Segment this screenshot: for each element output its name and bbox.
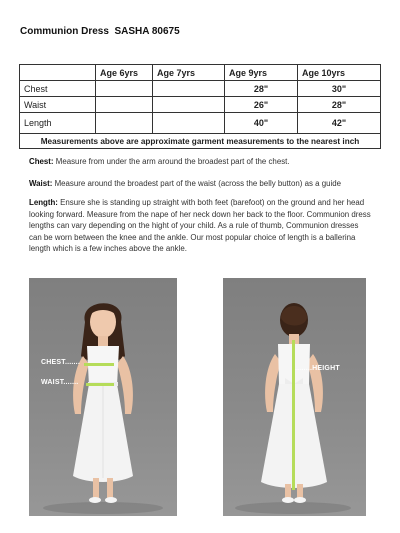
- waist-term: Waist:: [29, 179, 53, 188]
- page-title: Communion Dress SASHA 80675: [20, 26, 180, 37]
- cell-chest-9: 28": [225, 81, 298, 97]
- length-text: Ensure she is standing up straight with both feet (barefoot) on the ground and her head looking forward. Measure from the nape of her neck down her back to the floor. Communion dress lengths can vary depending on the hight of your child. As a rule of thumb, Communion dresses can be worn between the knee and the ankle. Our most popular choice of length is a ballerina length which is a few inches above the ankle.: [29, 198, 371, 254]
- table-header-row: [20, 65, 381, 81]
- cell-waist-10: 28": [298, 97, 381, 113]
- length-term: Length:: [29, 198, 58, 207]
- table-row: [20, 97, 381, 113]
- chest-instructions: [29, 156, 373, 168]
- cell-waist-6: [96, 97, 153, 113]
- chest-marker-label: CHEST.......: [41, 359, 80, 366]
- cell-chest-6: [96, 81, 153, 97]
- height-marker-label: ........HEIGHT: [295, 365, 340, 372]
- header-cell-age-9: Age 9yrs: [225, 65, 298, 81]
- cell-waist-9: 26": [225, 97, 298, 113]
- cell-length-7: [153, 113, 225, 134]
- row-label-waist: Waist: [20, 97, 96, 113]
- header-cell-age-7: Age 7yrs: [153, 65, 225, 81]
- cell-length-10: 42": [298, 113, 381, 134]
- size-chart-table: [19, 64, 381, 149]
- chest-text: Measure from under the arm around the broadest part of the chest.: [53, 157, 290, 166]
- cell-length-9: 40": [225, 113, 298, 134]
- front-view-photo: [29, 278, 177, 516]
- header-cell-age-10: Age 10yrs: [298, 65, 381, 81]
- cell-chest-7: [153, 81, 225, 97]
- back-view-illustration: [223, 278, 366, 516]
- cell-waist-7: [153, 97, 225, 113]
- front-view-illustration: [29, 278, 177, 516]
- waist-instructions: [29, 178, 373, 190]
- measurement-note: Measurements above are approximate garment measurements to the nearest inch: [20, 134, 381, 149]
- waist-text: Measure around the broadest part of the waist (across the belly button) as a guide: [52, 179, 342, 188]
- table-note-row: [20, 134, 381, 149]
- header-cell-age-6: Age 6yrs: [96, 65, 153, 81]
- length-instructions: [29, 197, 373, 255]
- header-cell-blank: [20, 65, 96, 81]
- table-row: [20, 113, 381, 134]
- cell-chest-10: 30": [298, 81, 381, 97]
- row-label-chest: Chest: [20, 81, 96, 97]
- table-row: [20, 81, 381, 97]
- waist-marker-label: WAIST.......: [41, 379, 79, 386]
- back-view-photo: [223, 278, 366, 516]
- cell-length-6: [96, 113, 153, 134]
- row-label-length: Length: [20, 113, 96, 134]
- chest-term: Chest:: [29, 157, 54, 166]
